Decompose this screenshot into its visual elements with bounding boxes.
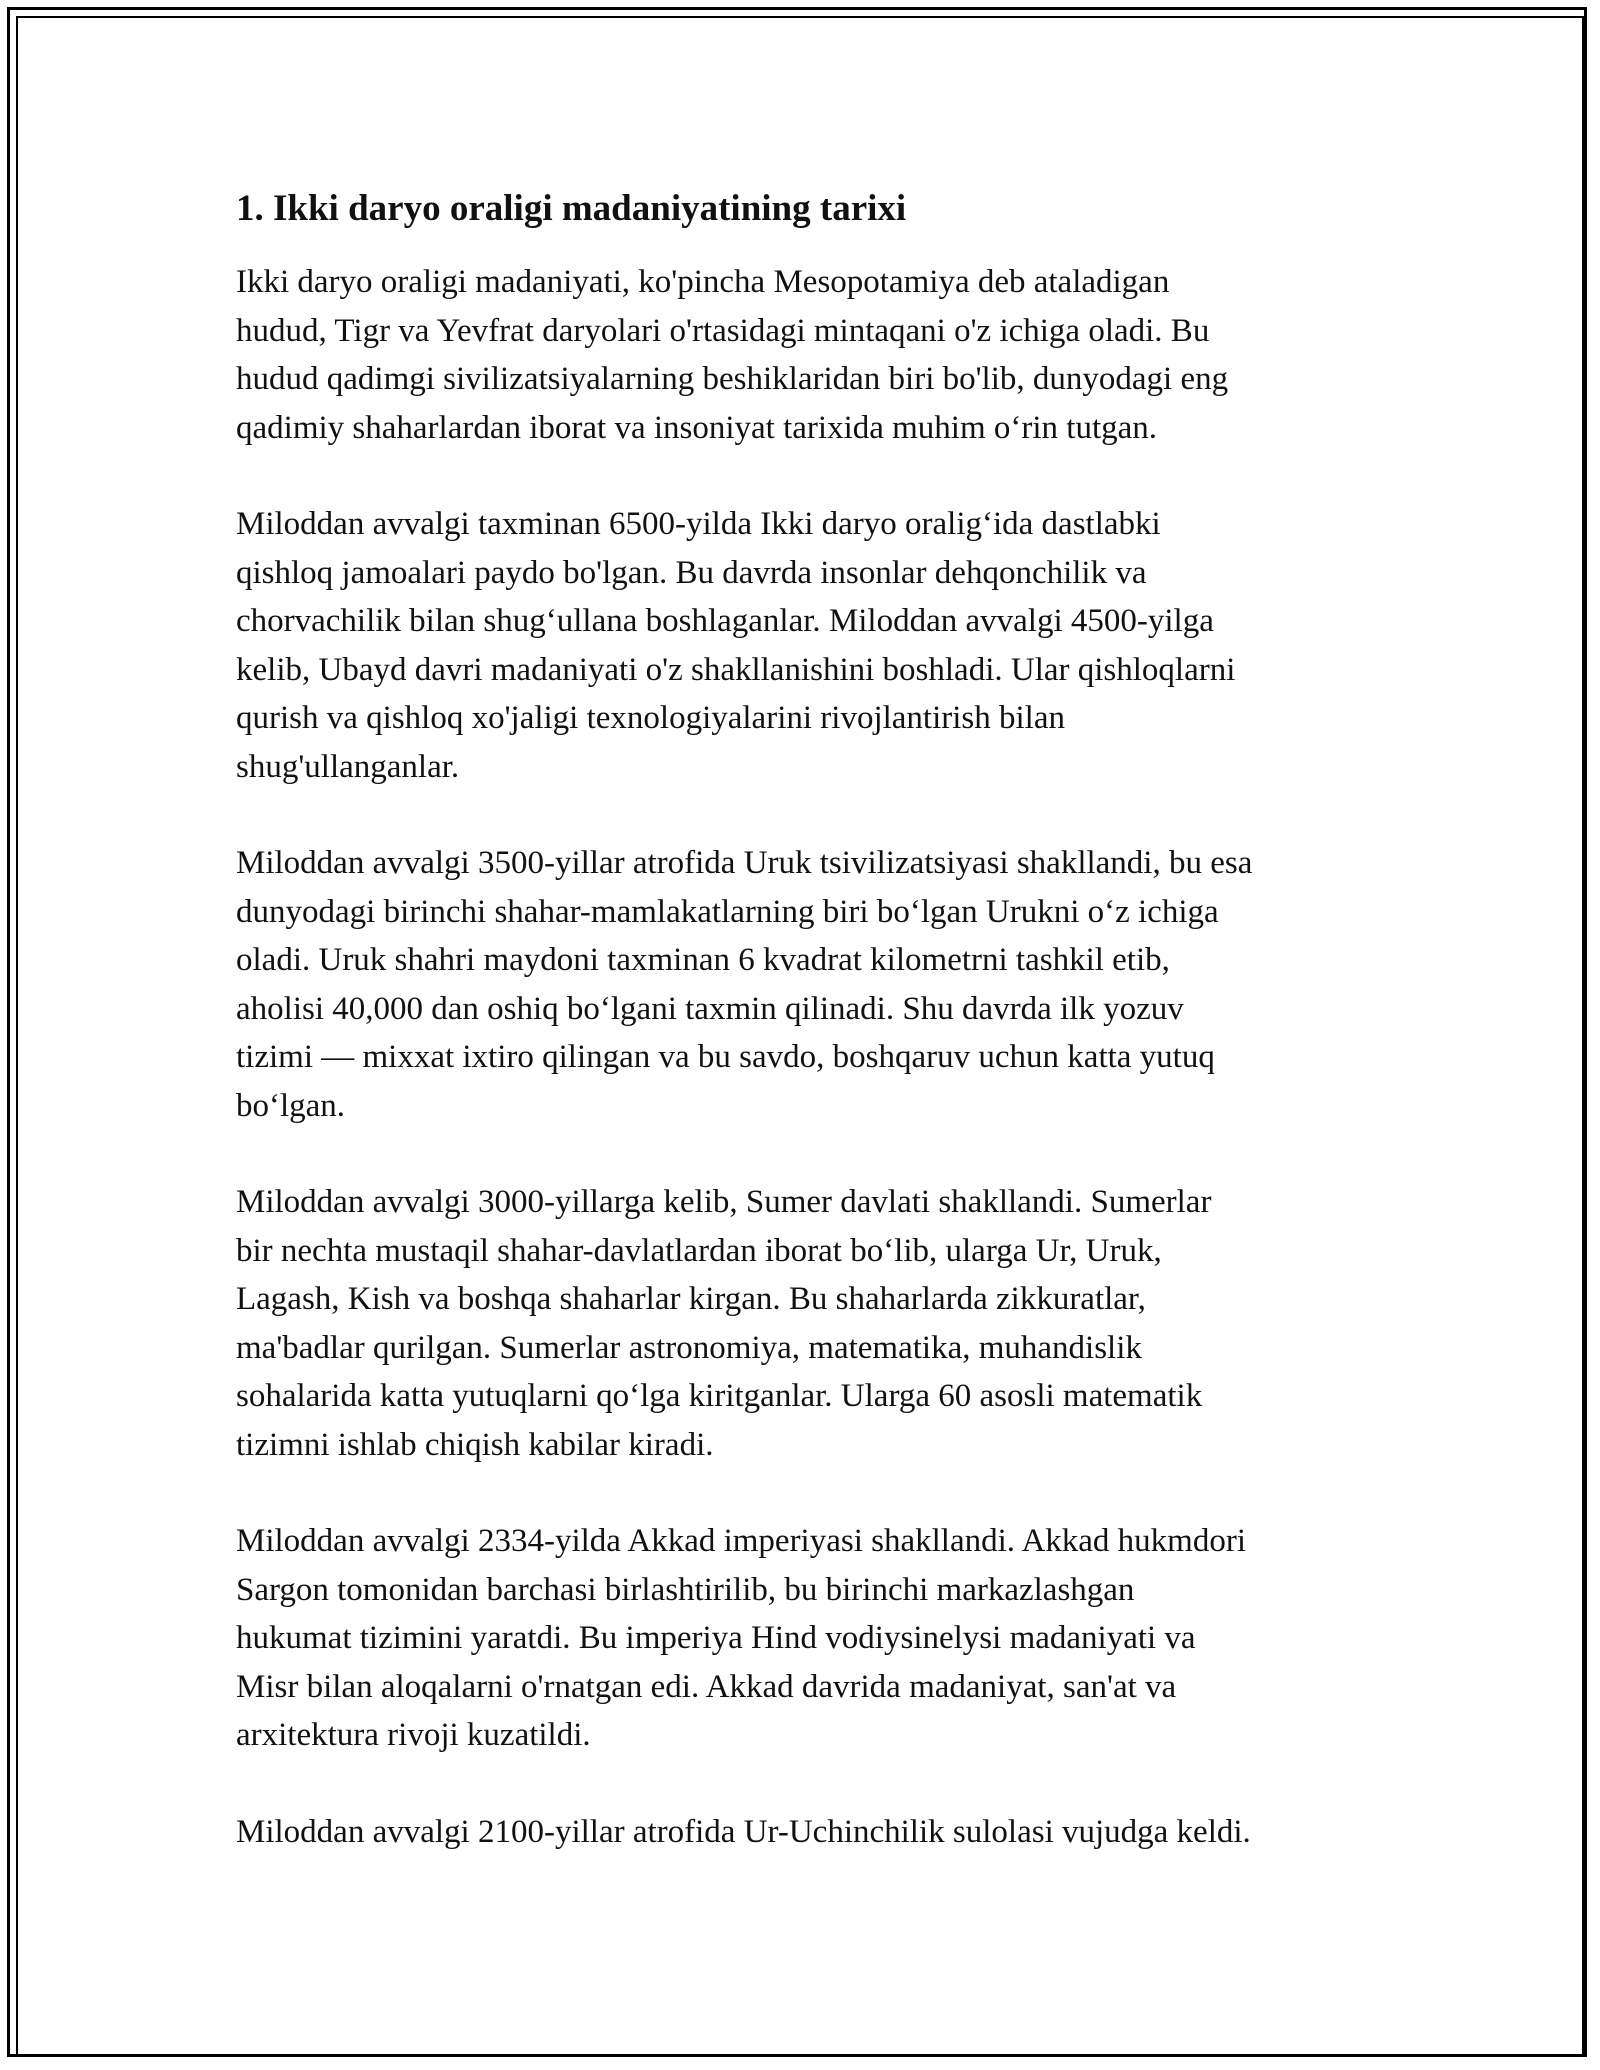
paragraph-akkad: Miloddan avvalgi 2334-yilda Akkad imperiyasi shakllandi. Akkad hukmdori Sargon tomonidan barchasi birlashtirilib, bu birinchi markazlashgan hukumat tizimini yaratdi. Bu imperiya Hind vodiysinelysi madaniyati va Misr bilan aloqalarni o'rnatgan edi. Akkad davrida madaniyat, san'at va arxitektura rivoji kuzatildi. — [236, 1523, 1247, 1753]
document-title: 1. Ikki daryo oraligi madaniyatining tarixi — [236, 188, 907, 229]
paragraph-intro: Ikki daryo oraligi madaniyati, ko'pincha Mesopotamiya deb ataladigan hudud, Tigr va Yevfrat daryolari o'rtasidagi mintaqani o'z ichiga oladi. Bu hudud qadimgi sivilizatsiyalarning beshiklaridan biri bo'lib, dunyodagi eng qadimiy shaharlardan iborat va insoniyat tarixida muhim o‘rin tutgan. — [236, 264, 1229, 446]
document-body — [236, 186, 1376, 1904]
paragraph-sumer: Miloddan avvalgi 3000-yillarga kelib, Sumer davlati shakllandi. Sumerlar bir nechta mustaqil shahar-davlatlardan iborat bo‘lib, ularga Ur, Uruk, Lagash, Kish va boshqa shaharlar kirgan. Bu shaharlarda zikkuratlar, ma'badlar qurilgan. Sumerlar astronomiya, matematika, muhandislik sohalarida katta yutuqlarni qo‘lga kiritganlar. Ularga 60 asosli matematik tizimni ishlab chiqish kabilar kiradi. — [236, 1184, 1212, 1463]
paragraph-early-villages: Miloddan avvalgi taxminan 6500-yilda Ikki daryo oralig‘ida dastlabki qishloq jamoalari paydo bo'lgan. Bu davrda insonlar dehqonchilik va chorvachilik bilan shug‘ullana boshlaganlar. Miloddan avvalgi 4500-yilga kelib, Ubayd davri madaniyati o'z shakllanishini boshladi. Ular qishloqlarni qurish va qishloq xo'jaligi texnologiyalarini rivojlantirish bilan shug'ullanganlar. — [236, 506, 1236, 785]
paragraph-ur-dynasty: Miloddan avvalgi 2100-yillar atrofida Ur-Uchinchilik sulolasi vujudga keldi. — [236, 1813, 1251, 1850]
paragraph-uruk: Miloddan avvalgi 3500-yillar atrofida Uruk tsivilizatsiyasi shakllandi, bu esa dunyodagi birinchi shahar-mamlakatlarning biri bo‘lgan Urukni o‘z ichiga oladi. Uruk shahri maydoni taxminan 6 kvadrat kilometrni tashkil etib, aholisi 40,000 dan oshiq bo‘lgani taxmin qilinadi. Shu davrda ilk yozuv tizimi — mixxat ixtiro qilingan va bu savdo, boshqaruv uchun katta yutuq bo‘lgan. — [236, 845, 1253, 1124]
